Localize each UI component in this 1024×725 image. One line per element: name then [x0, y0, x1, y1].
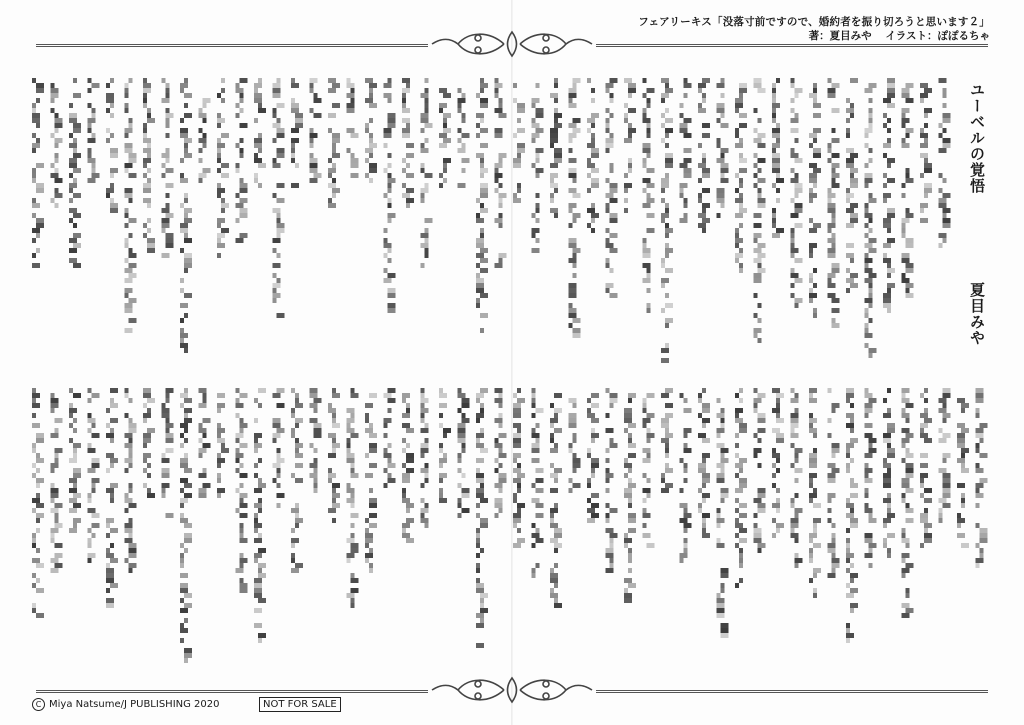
censored-text-column: [606, 78, 618, 298]
censored-text-column: [902, 83, 914, 298]
censored-text-column: [606, 388, 618, 573]
censored-text-column: [957, 398, 969, 548]
censored-text-column: [125, 388, 137, 573]
censored-text-column: [735, 83, 747, 273]
copyright-notice: [32, 698, 220, 711]
censored-text-column: [883, 388, 895, 558]
censored-text-column: [828, 388, 840, 578]
censored-text-column: [365, 393, 377, 573]
censored-text-column: [532, 388, 544, 578]
censored-text-column: [365, 78, 377, 183]
censored-text-column: [384, 388, 396, 488]
censored-text-column: [754, 78, 766, 343]
censored-text-column: [846, 388, 858, 643]
censored-text-column: [495, 78, 507, 268]
censored-text-column: [217, 393, 229, 498]
censored-text-column: [217, 78, 229, 258]
censored-text-column: [865, 83, 877, 358]
censored-text-column: [328, 78, 340, 208]
censored-text-column: [661, 388, 673, 493]
censored-text-column: [569, 398, 581, 493]
censored-text-column: [347, 388, 359, 608]
censored-text-column: [624, 393, 636, 603]
censored-text-column: [976, 388, 988, 568]
censored-text-column: [791, 78, 803, 308]
censored-text-column: [883, 78, 895, 313]
censored-text-column: [162, 78, 174, 258]
censored-text-column: [458, 388, 470, 518]
censored-text-column: [735, 388, 747, 588]
censored-text-column: [920, 388, 932, 548]
censored-text-column: [939, 388, 951, 523]
censored-text-column: [495, 388, 507, 518]
censored-text-column: [791, 388, 803, 568]
bottom-ornament: [428, 672, 596, 708]
censored-text-column: [624, 78, 636, 213]
censored-text-column: [106, 388, 118, 608]
copyright-symbol: C: [32, 698, 45, 711]
censored-text-column: [180, 388, 192, 663]
story-title: ユーベルの覚悟: [968, 82, 986, 194]
censored-text-column: [698, 78, 710, 233]
censored-text-column: [199, 388, 211, 498]
censored-text-column: [643, 393, 655, 548]
censored-text-column: [458, 88, 470, 188]
censored-text-column: [569, 78, 581, 338]
censored-text-column: [809, 388, 821, 598]
censored-text-column: [51, 393, 63, 573]
illustrator-credit: イラスト：ぽぽるちゃ: [885, 30, 990, 42]
censored-text-column: [865, 388, 877, 568]
censored-text-column: [661, 78, 673, 363]
censored-text-column: [328, 388, 340, 523]
censored-text-column: [254, 78, 266, 188]
censored-text-column: [421, 388, 429, 528]
censored-text-column: [643, 78, 655, 313]
censored-text-column: [772, 388, 784, 538]
copyright-text: Miya Natsume/J PUBLISHING 2020: [49, 699, 220, 710]
censored-text-column: [236, 388, 248, 593]
censored-text-column: [180, 78, 192, 353]
censored-text-column: [439, 88, 451, 188]
not-for-sale-stamp: NOT FOR SALE: [259, 697, 341, 712]
censored-text-column: [291, 78, 303, 188]
censored-text-column: [125, 78, 137, 333]
censored-text-column: [476, 388, 488, 648]
lower-text-block: [30, 388, 1005, 668]
bottom-rule-left: [36, 690, 428, 693]
censored-text-column: [236, 78, 248, 243]
censored-text-column: [587, 78, 599, 233]
censored-text-column: [902, 388, 914, 618]
credits-line: [799, 28, 990, 43]
story-author: 夏目みや: [968, 282, 986, 346]
censored-text-column: [199, 98, 211, 183]
censored-text-column: [754, 388, 766, 553]
censored-text-column: [402, 78, 414, 208]
upper-text-block: [30, 78, 960, 368]
censored-text-column: [273, 388, 285, 508]
top-ornament: [428, 26, 596, 62]
censored-text-column: [717, 398, 729, 638]
censored-text-column: [828, 78, 840, 328]
censored-text-column: [32, 78, 44, 268]
censored-text-column: [920, 83, 932, 223]
censored-text-column: [587, 393, 599, 523]
censored-text-column: [162, 388, 174, 518]
censored-text-column: [402, 393, 414, 543]
censored-text-column: [32, 388, 44, 618]
top-rule-left: [36, 44, 428, 47]
censored-text-column: [310, 78, 322, 183]
author-credit: 著：夏目みや: [808, 30, 872, 42]
censored-text-column: [513, 83, 525, 203]
censored-text-column: [51, 83, 63, 208]
censored-text-column: [772, 78, 784, 238]
censored-text-column: [143, 388, 155, 498]
censored-text-column: [680, 78, 692, 223]
censored-text-column: [254, 388, 266, 643]
censored-text-column: [550, 393, 562, 608]
censored-text-column: [439, 388, 451, 503]
bottom-rule-right: [596, 690, 988, 693]
censored-text-column: [143, 78, 155, 253]
book-title: フェアリーキス「没落寸前ですので、婚約者を振り切ろうと思います２」: [638, 16, 990, 28]
censored-text-column: [717, 78, 729, 218]
censored-text-column: [532, 83, 544, 253]
censored-text-column: [846, 78, 858, 293]
censored-text-column: [809, 83, 821, 318]
censored-text-column: [310, 388, 322, 493]
censored-text-column: [69, 78, 81, 268]
censored-text-column: [69, 388, 81, 533]
censored-text-column: [106, 78, 118, 213]
censored-text-column: [347, 78, 359, 178]
top-rule-right: [596, 44, 988, 47]
censored-text-column: [939, 78, 951, 248]
censored-text-column: [476, 78, 488, 333]
censored-text-column: [88, 78, 100, 183]
censored-text-column: [421, 78, 433, 268]
censored-text-column: [698, 388, 710, 538]
censored-text-column: [680, 393, 692, 563]
censored-text-column: [384, 78, 396, 313]
censored-text-column: [273, 78, 285, 318]
censored-text-column: [513, 388, 525, 548]
censored-text-column: [291, 388, 303, 573]
censored-text-column: [550, 78, 562, 218]
censored-text-column: [88, 388, 100, 563]
